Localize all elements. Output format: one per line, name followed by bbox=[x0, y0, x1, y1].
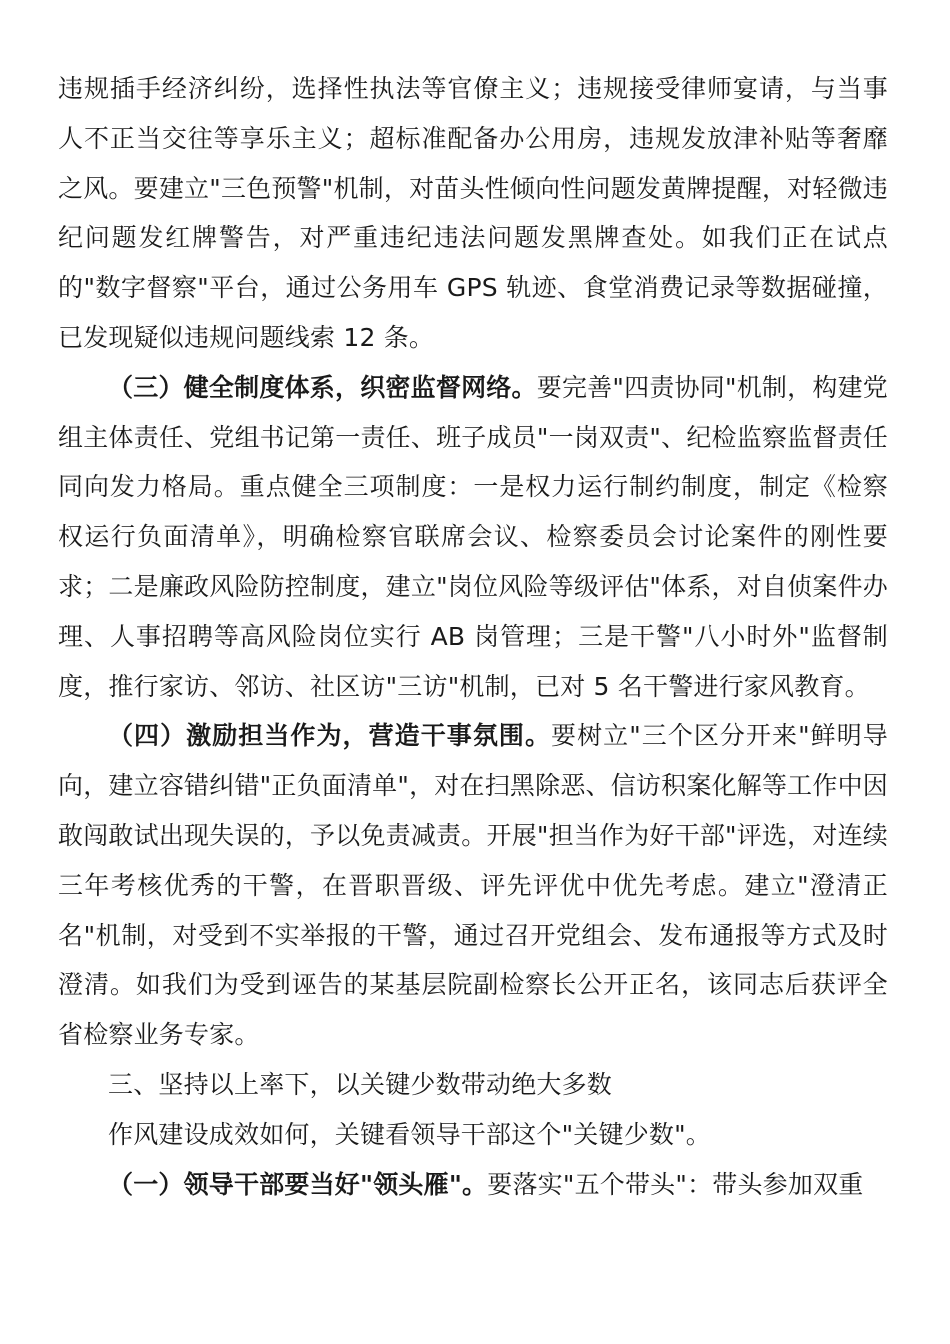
paragraph-section-3 bbox=[58, 363, 888, 712]
document-page bbox=[58, 64, 888, 1209]
section-4-heading: （四）激励担当作为，营造干事氛围。 bbox=[108, 721, 552, 751]
section-3-body: 要完善"四责协同"机制，构建党组主体责任、党组书记第一责任、班子成员"一岗双责"、纪检监察监督责任同向发力格局。重点健全三项制度：一是权力运行制约制度，制定《检察权运行负面清单》，明确检察官联席会议、检察委员会讨论案件的刚性要求；二是廉政风险防控制度，建立"岗位风险等级评估"体系，对自侦案件办理、人事招聘等高风险岗位实行 AB 岗管理；三是干警"八小时外"监督制度，推行家访、邻访、社区访"三访"机制，已对 5 名干警进行家风教育。 bbox=[58, 372, 889, 701]
part-3-title: 三、坚持以上率下，以关键少数带动绝大多数 bbox=[108, 1069, 613, 1099]
subsection-1-body: 要落实"五个带头"：带头参加双重 bbox=[487, 1169, 864, 1199]
part-3-intro: 作风建设成效如何，关键看领导干部这个"关键少数"。 bbox=[108, 1119, 712, 1149]
subsection-1-heading: （一）领导干部要当好"领头雁"。 bbox=[108, 1169, 488, 1199]
paragraph-section-4 bbox=[58, 711, 888, 1060]
paragraph-digital-inspection: 违规插手经济纠纷，选择性执法等官僚主义；违规接受律师宴请，与当事人不正当交往等享乐主义；超标准配备办公用房，违规发放津补贴等奢靡之风。要建立"三色预警"机制，对苗头性倾向性问题发黄牌提醒，对轻微违纪问题发红牌警告，对严重违纪违法问题发黑牌查处。如我们正在试点的"数字督察"平台，通过公务用车 GPS 轨迹、食堂消费记录等数据碰撞，已发现疑似违规问题线索 12 条。 bbox=[58, 74, 888, 352]
section-4-body: 要树立"三个区分开来"鲜明导向，建立容错纠错"正负面清单"，对在扫黑除恶、信访积案化解等工作中因敢闯敢试出现失误的，予以免责减责。开展"担当作为好干部"评选，对连续三年考核优秀的干警，在晋职晋级、评先评优中优先考虑。建立"澄清正名"机制，对受到不实举报的干警，通过召开党组会、发布通报等方式及时澄清。如我们为受到诬告的某基层院副检察长公开正名，该同志后获评全省检察业务专家。 bbox=[58, 721, 888, 1050]
section-3-heading: （三）健全制度体系，织密监督网络。 bbox=[108, 372, 537, 402]
paragraph-subsection-1 bbox=[58, 1160, 888, 1210]
